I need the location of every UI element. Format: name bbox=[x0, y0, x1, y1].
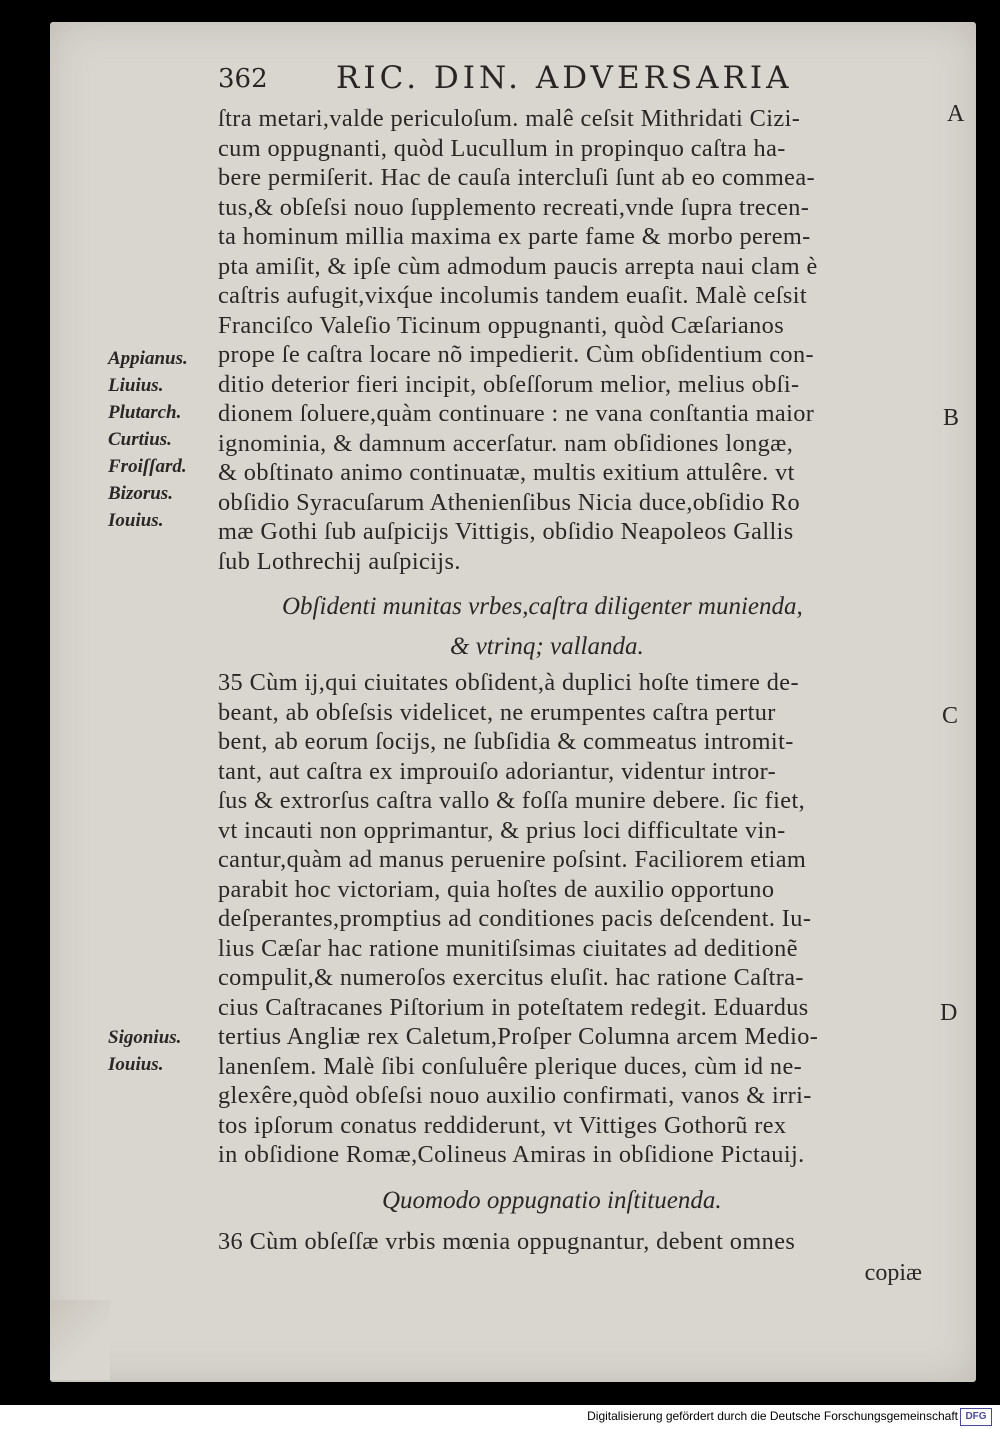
text-line: ſus & extrorſus caſtra vallo & foſſa munire debere. ſic fiet, bbox=[218, 787, 806, 814]
text-line: vt incauti non opprimantur, & prius loci difficultate vin- bbox=[218, 816, 786, 844]
margin-notes-2 bbox=[108, 1024, 181, 1078]
funding-notice: Digitalisierung gefördert durch die Deutsche Forschungsgemeinschaft bbox=[587, 1409, 958, 1423]
section-marker-d: D bbox=[940, 1000, 958, 1026]
text-line: tus,& obſeſsi nouo ſupplemento recreati,vnde ſupra trecen- bbox=[218, 193, 810, 221]
text-line: ſtra metari,valde periculoſum. malê ceſsit Mithridati Cizi- bbox=[218, 105, 801, 132]
text-line: 35 Cùm ij,qui ciuitates obſident,à duplici hoſte timere de- bbox=[218, 669, 799, 696]
text-line: lius Cæſar hac ratione munitiſsimas ciuitates ad deditionẽ bbox=[218, 934, 798, 962]
text-line: compulit,& numeroſos exercitus eluſit. hac ratione Caſtra- bbox=[218, 964, 804, 991]
text-line: 36 Cùm obſeſſæ vrbis mœnia oppugnantur, debent omnes bbox=[218, 1228, 796, 1255]
text-line: ditio deterior fieri incipit, obſeſſorum melior, melius obſi- bbox=[218, 370, 800, 398]
text-line: beant, ab obſeſsis videlicet, ne erumpentes caſtra pertur bbox=[218, 698, 776, 726]
paragraph-2 bbox=[218, 668, 930, 1170]
text-line: prope ſe caſtra locare nõ impedierit. Cùm obſidentium con- bbox=[218, 341, 815, 368]
text-line: ta hominum millia maxima ex parte fame & morbo perem- bbox=[218, 223, 811, 250]
margin-note: Appianus. bbox=[108, 348, 188, 369]
text-line: bent, ab eorum ſocijs, ne ſubſidia & commeatus intromit- bbox=[218, 728, 794, 755]
text-line: mæ Gothi ſub auſpicijs Vittigis, obſidio Neapoleos Gallis bbox=[218, 518, 794, 545]
margin-note: Froiſſard. bbox=[108, 456, 187, 477]
text-line: tant, aut caſtra ex improuiſo adoriantur, videntur intror- bbox=[218, 757, 777, 785]
section-heading-2: Quomodo oppugnatio inſtituenda. bbox=[382, 1187, 722, 1214]
margin-note: Iouius. bbox=[108, 510, 164, 531]
running-title: RIC. DIN. ADVERSARIA bbox=[336, 60, 793, 96]
margin-note: Curtius. bbox=[108, 429, 172, 450]
text-line: dionem ſoluere,quàm continuare : ne vana conſtantia maior bbox=[218, 400, 815, 427]
text-line: cius Caſtracanes Piſtorium in poteſtatem redegit. Eduardus bbox=[218, 993, 809, 1021]
paragraph-1 bbox=[218, 104, 930, 576]
text-line: in obſidione Romæ,Colineus Amiras in obſidione Pictauij. bbox=[218, 1141, 805, 1168]
text-line: lanenſem. Malè ſibi conſuluêre plerique duces, cùm id ne- bbox=[218, 1052, 803, 1080]
margin-note: Liuius. bbox=[108, 375, 164, 396]
page-number: 362 bbox=[218, 64, 268, 94]
footer-bar bbox=[0, 1405, 1000, 1429]
section-heading-1-line-1: Obſidenti munitas vrbes,caſtra diligenter munienda, bbox=[282, 593, 803, 620]
margin-note: Iouius. bbox=[108, 1054, 164, 1075]
section-heading-1-line-2: & vtrinq; vallanda. bbox=[450, 633, 644, 660]
page-header bbox=[218, 60, 938, 100]
text-line: bere permiſerit. Hac de cauſa intercluſi ſunt ab eo commea- bbox=[218, 164, 816, 191]
section-marker-a: A bbox=[947, 101, 965, 127]
paragraph-3 bbox=[218, 1227, 930, 1257]
text-line: obſidio Syracuſarum Athenienſibus Nicia duce,obſidio Ro bbox=[218, 488, 801, 516]
dfg-logo: DFG bbox=[960, 1408, 992, 1426]
margin-notes-1 bbox=[108, 345, 188, 534]
section-marker-c: C bbox=[942, 703, 959, 729]
text-line: parabit hoc victoriam, quia hoſtes de auxilio opportuno bbox=[218, 875, 775, 903]
margin-note: Sigonius. bbox=[108, 1027, 182, 1048]
text-line: cum oppugnanti, quòd Lucullum in propinquo caſtra ha- bbox=[218, 134, 786, 162]
viewer-top-bar bbox=[0, 0, 1000, 10]
text-line: caſtris aufugit,vixq́ue incolumis tandem euaſit. Malè ceſsit bbox=[218, 282, 808, 309]
text-line: deſperantes,promptius ad conditiones pacis deſcendent. Iu- bbox=[218, 905, 812, 932]
text-line: pta amiſit, & ipſe cùm admodum paucis arrepta naui clam è bbox=[218, 252, 818, 280]
text-line: ſub Lothrechij auſpicijs. bbox=[218, 547, 461, 575]
text-line: tos ipſorum conatus reddiderunt, vt Vittiges Gothorũ rex bbox=[218, 1111, 787, 1139]
section-marker-b: B bbox=[943, 405, 960, 431]
margin-note: Plutarch. bbox=[108, 402, 182, 423]
text-line: glexêre,quòd obſeſsi nouo auxilio confirmati, vanos & irri- bbox=[218, 1082, 812, 1109]
text-line: tertius Angliæ rex Caletum,Proſper Columna arcem Medio- bbox=[218, 1023, 819, 1050]
text-line: cantur,quàm ad manus peruenire poſsint. Faciliorem etiam bbox=[218, 846, 807, 873]
text-line: ignominia, & damnum accerſatur. nam obſidiones longæ, bbox=[218, 429, 794, 457]
text-line: Franciſco Valeſio Ticinum oppugnanti, quòd Cæſarianos bbox=[218, 311, 785, 339]
margin-note: Bizorus. bbox=[108, 483, 173, 504]
catchword: copiæ bbox=[864, 1260, 922, 1286]
page-corner-fold bbox=[50, 1300, 110, 1380]
text-line: & obſtinato animo continuatæ, multis exitium attulêre. vt bbox=[218, 459, 795, 486]
